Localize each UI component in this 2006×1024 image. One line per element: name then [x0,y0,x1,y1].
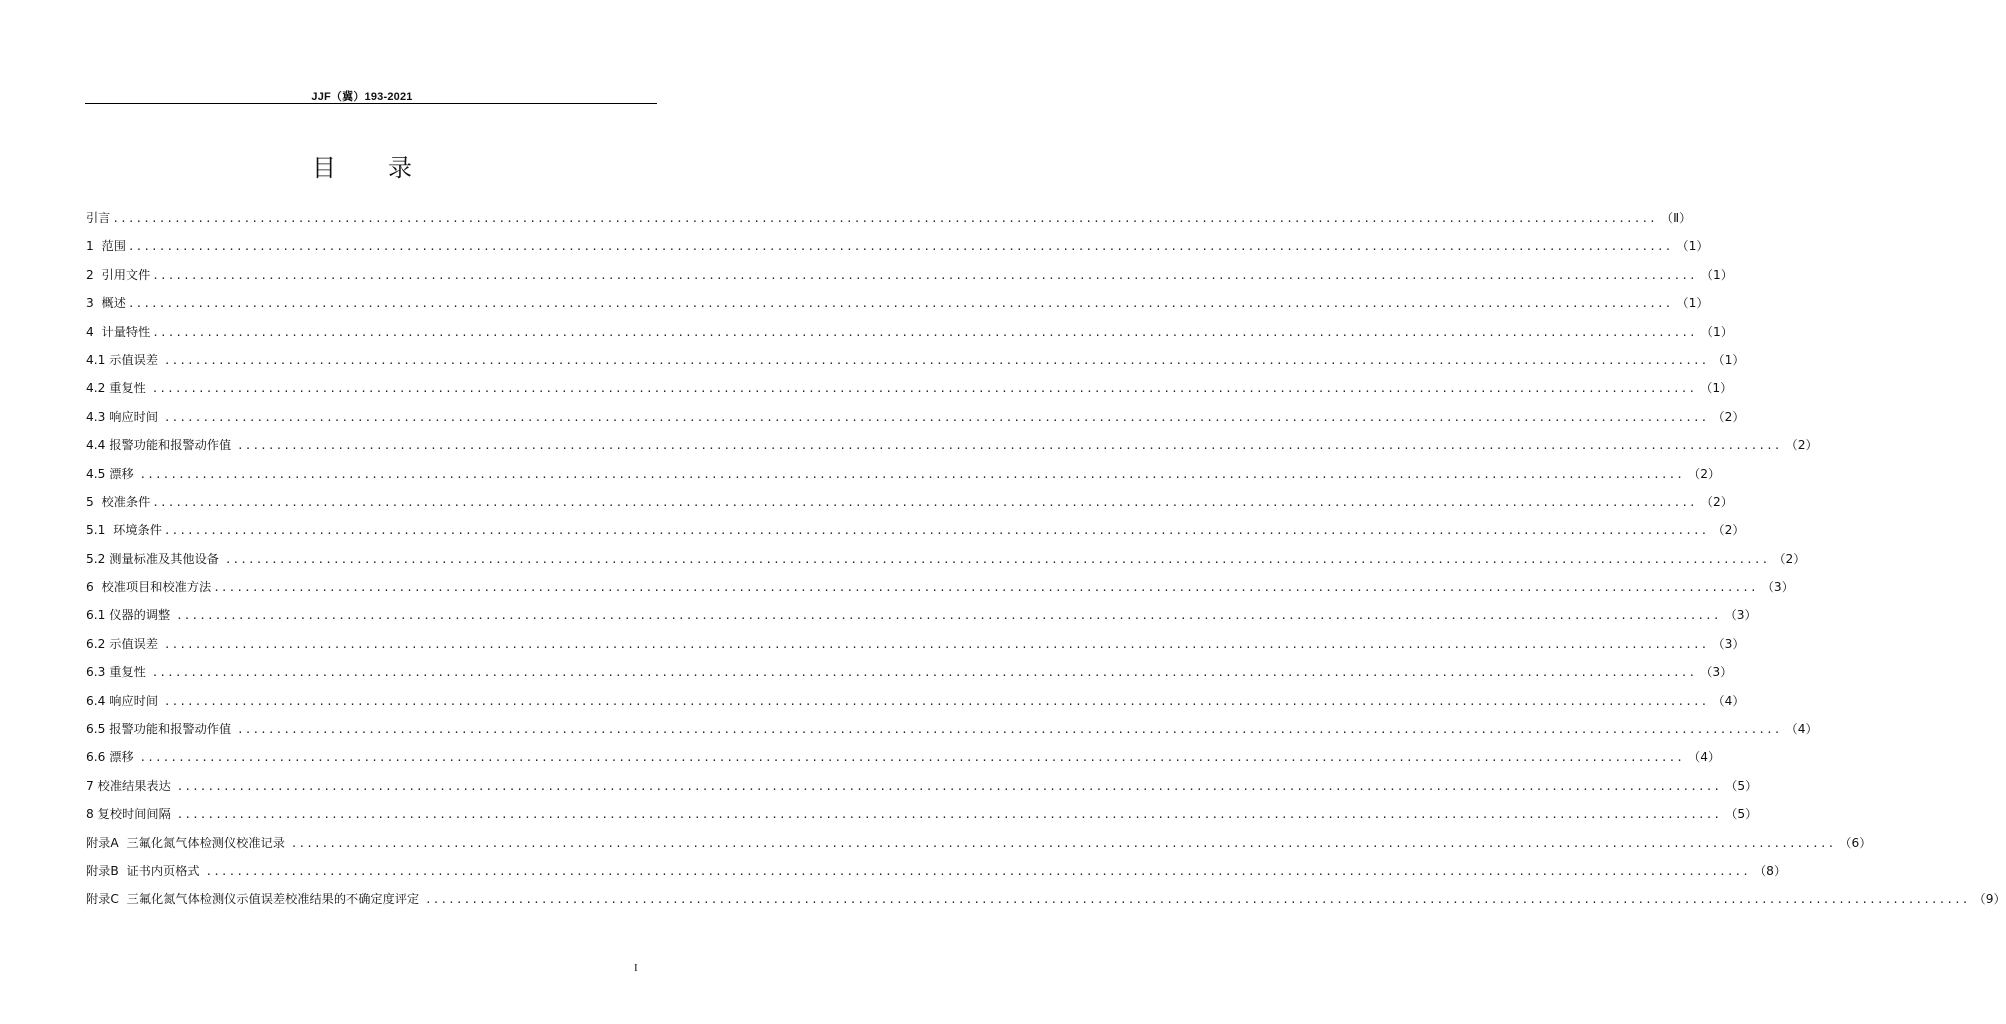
toc-entry-label: 引言 [86,211,111,225]
toc-entry[interactable] [86,601,1757,629]
toc-dot-leader: ........................................................................................................................................................................................................ [163,694,1709,708]
toc-entry-label: 2 引用文件 [86,267,151,282]
toc-entry[interactable] [86,318,1733,346]
toc-dot-leader: ........................................................................................................................................................................................................ [237,723,1782,737]
toc-entry-page: （1） [1700,267,1733,282]
toc-entry-page: （1） [1676,296,1709,311]
toc-dot-leader: ........................................................................................................................................................................................................ [127,297,1673,311]
toc-entry-page: （4） [1688,750,1721,765]
toc-entry[interactable] [86,658,1733,686]
toc-entry-page: （1） [1700,324,1733,339]
toc-entry-page: （4） [1785,722,1818,737]
toc-entry[interactable] [86,346,1745,374]
toc-dot-leader: ........................................................................................................................................................................................................ [176,808,1722,822]
toc-entry-label: 6.2 示值误差 [86,636,162,651]
toc-entry-label: 7 校准结果表达 [86,778,175,793]
toc-entry-page: （1） [1676,239,1709,254]
toc-entry[interactable] [86,573,1794,601]
toc-entry[interactable] [86,460,1721,488]
toc-entry-page: （2） [1785,438,1818,453]
toc-dot-leader: ........................................................................................................................................................................................................ [163,637,1709,651]
toc-entry-page: （5） [1725,778,1758,793]
toc-entry[interactable] [86,715,1818,743]
toc-entry-label: 5 校准条件 [86,494,151,509]
toc-dot-leader: ........................................................................................................................................................................................................ [112,212,1657,225]
toc-entry-label: 附录B 证书内页格式 [86,863,204,878]
toc-entry-page: （2） [1712,409,1745,424]
toc-entry-page: （Ⅱ） [1660,211,1692,225]
toc-dot-leader: ........................................................................................................................................................................................................ [127,240,1673,254]
toc-entry-label: 1 范围 [86,239,126,254]
toc-entry-page: （3） [1724,608,1757,623]
toc-dot-leader: ........................................................................................................................................................................................................ [163,353,1709,367]
toc-dot-leader: ........................................................................................................................................................................................................ [152,325,1697,339]
toc-entry-label: 3 概述 [86,296,126,311]
toc-entry-label: 6 校准项目和校准方法 [86,580,212,595]
toc-entry[interactable] [86,545,1806,573]
toc-entry-page: （4） [1712,693,1745,708]
toc-dot-leader: ........................................................................................................................................................................................................ [290,836,1836,850]
toc-entry-page: （6） [1839,835,1872,850]
toc-entry-label: 5.2 测量标准及其他设备 [86,551,223,566]
toc-dot-leader: ........................................................................................................................................................................................................ [176,609,1721,623]
toc-entry-label: 6.4 响应时间 [86,693,162,708]
toc-entry-page: （3） [1712,636,1745,651]
toc-entry-page: （1） [1700,381,1733,396]
toc-dot-leader: ........................................................................................................................................................................................................ [224,552,1770,566]
toc-entry-page: （1） [1712,352,1745,367]
toc-dot-leader: ........................................................................................................................................................................................................ [163,410,1709,424]
toc-entry-label: 4.5 漂移 [86,466,138,481]
toc-entry-label: 附录A 三氟化氮气体检测仪校准记录 [86,835,289,850]
toc-entry[interactable] [86,885,2006,913]
toc-entry[interactable] [86,800,1758,828]
toc-dot-leader: ........................................................................................................................................................................................................ [152,495,1697,509]
toc-entry[interactable] [86,857,1787,885]
toc-dot-leader: ........................................................................................................................................................................................................ [163,524,1709,538]
toc-entry-page: （3） [1700,665,1733,680]
toc-entry[interactable] [86,374,1733,402]
toc-entry[interactable] [86,687,1745,715]
toc-entry-page: （2） [1700,494,1733,509]
toc-entry-page: （2） [1712,523,1745,538]
toc-dot-leader: ........................................................................................................................................................................................................ [139,751,1685,765]
toc-entry-label: 8 复校时间间隔 [86,807,175,822]
toc-dot-leader: ........................................................................................................................................................................................................ [237,439,1782,453]
header-divider [85,103,657,104]
toc-entry[interactable] [86,431,1818,459]
toc-entry[interactable] [86,630,1745,658]
toc-entry-label: 4.2 重复性 [86,381,150,396]
toc-entry-label: 6.3 重复性 [86,665,150,680]
toc-entry-label: 4.3 响应时间 [86,409,162,424]
toc-entry[interactable] [86,829,1872,857]
toc-entry[interactable] [86,403,1745,431]
toc-dot-leader: ........................................................................................................................................................................................................ [151,382,1697,396]
toc-entry[interactable] [86,261,1733,289]
toc-entry[interactable] [86,289,1709,317]
toc-dot-leader: ........................................................................................................................................................................................................ [205,864,1750,878]
toc-entry[interactable] [86,204,1692,232]
toc-entry-label: 4.4 报警功能和报警动作值 [86,438,236,453]
toc-entry-page: （2） [1773,551,1806,566]
toc-entry-label: 6.1 仪器的调整 [86,608,175,623]
toc-entry-page: （9） [1973,892,2006,907]
toc-dot-leader: ........................................................................................................................................................................................................ [139,467,1685,481]
toc-dot-leader: ........................................................................................................................................................................................................ [213,581,1758,595]
toc-entry[interactable] [86,772,1758,800]
toc-dot-leader: ........................................................................................................................................................................................................ [152,268,1697,282]
toc-entry-label: 5.1 环境条件 [86,523,162,538]
page-number: I [634,962,638,974]
toc-entry-label: 附录C 三氟化氮气体检测仪示值误差校准结果的不确定度评定 [86,892,424,907]
toc-entry-label: 4.1 示值误差 [86,352,162,367]
toc-entry-label: 6.6 漂移 [86,750,138,765]
toc-entry[interactable] [86,232,1709,260]
toc-entry-label: 4 计量特性 [86,324,151,339]
toc-entry[interactable] [86,743,1721,771]
toc-entry-page: （2） [1688,466,1721,481]
toc-entry-page: （5） [1725,807,1758,822]
toc-entry-page: （3） [1761,580,1794,595]
toc-entry[interactable] [86,488,1733,516]
document-code-header: JJF（冀）193-2021 [311,91,413,103]
toc-dot-leader: ........................................................................................................................................................................................................ [425,893,1970,907]
toc-entry-page: （8） [1754,863,1787,878]
page-title: 目录 [312,154,464,182]
toc-entry[interactable] [86,516,1745,544]
toc-dot-leader: ........................................................................................................................................................................................................ [151,666,1697,680]
table-of-contents [86,204,2006,914]
toc-entry-label: 6.5 报警功能和报警动作值 [86,722,236,737]
toc-dot-leader: ........................................................................................................................................................................................................ [176,779,1722,793]
